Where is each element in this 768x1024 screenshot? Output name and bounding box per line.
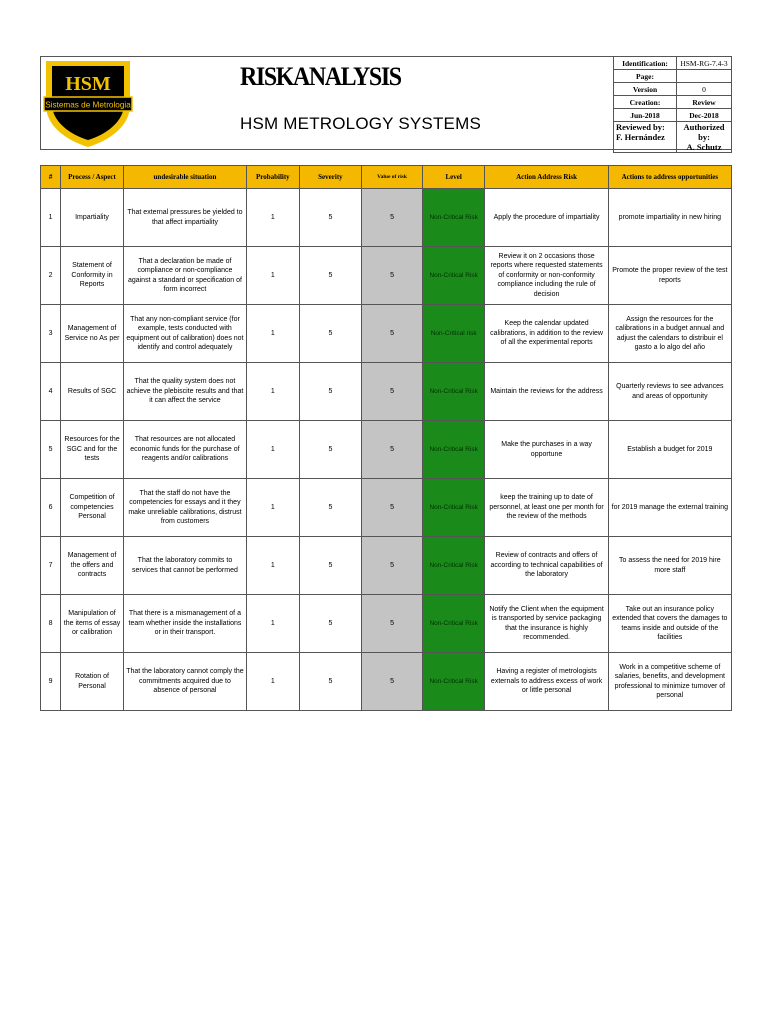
- row-action: keep the training up to date of personnel, at least one per month for the review of the methods: [485, 479, 608, 537]
- row-value: 5: [362, 305, 423, 363]
- row-opportunity: Work in a competitive scheme of salaries, benefits, and development professional to minimize turnover of personal: [608, 653, 731, 711]
- row-value: 5: [362, 189, 423, 247]
- svg-text:HSM: HSM: [65, 73, 111, 95]
- row-process: Management of the offers and contracts: [61, 537, 124, 595]
- row-action: Having a register of metrologists externals to address excess of work or little personal: [485, 653, 608, 711]
- row-situation: That the laboratory commits to services that cannot be performed: [123, 537, 246, 595]
- row-situation: That the laboratory cannot comply the commitments acquired due to absence of personal: [123, 653, 246, 711]
- row-level: Non-Critical Risk: [422, 479, 485, 537]
- row-probability: 1: [247, 189, 300, 247]
- row-process: Management of Service no As per: [61, 305, 124, 363]
- risk-table-body: [41, 189, 732, 711]
- row-situation: That any non-compliant service (for example, tests conducted with equipment out of calibration) does not identify and control adequately: [123, 305, 246, 363]
- row-severity: 5: [299, 363, 362, 421]
- authorized-by-cell: [677, 122, 732, 153]
- row-opportunity: Take out an insurance policy extended that covers the damages to teams inside and outside of the facilities: [608, 595, 731, 653]
- row-severity: 5: [299, 479, 362, 537]
- row-probability: 1: [247, 363, 300, 421]
- row-process: Competition of competencies Personal: [61, 479, 124, 537]
- row-probability: 1: [247, 479, 300, 537]
- row-value: 5: [362, 247, 423, 305]
- identification-value: HSM-RG-7.4-3: [677, 57, 732, 70]
- version-label: Version: [614, 83, 677, 96]
- col-header-process: Process / Aspect: [61, 166, 124, 189]
- row-process: Statement of Conformity in Reports: [61, 247, 124, 305]
- row-number: 5: [41, 421, 61, 479]
- row-situation: That resources are not allocated economic funds for the purchase of reagents and/or calibrations: [123, 421, 246, 479]
- row-process: Rotation of Personal: [61, 653, 124, 711]
- col-header-number: #: [41, 166, 61, 189]
- row-opportunity: To assess the need for 2019 hire more staff: [608, 537, 731, 595]
- col-header-value: Value of risk: [362, 166, 423, 189]
- row-probability: 1: [247, 653, 300, 711]
- row-action: Notify the Client when the equipment is transported by service packaging that the insurance is highly recommended.: [485, 595, 608, 653]
- col-header-situation: undesirable situation: [123, 166, 246, 189]
- row-value: 5: [362, 363, 423, 421]
- row-action: Keep the calendar updated calibrations, in addition to the review of all the experimental reports: [485, 305, 608, 363]
- row-number: 8: [41, 595, 61, 653]
- table-header-row: [41, 166, 732, 189]
- page-label: Page:: [614, 70, 677, 83]
- table-row: [41, 421, 732, 479]
- document-control-table: [613, 56, 732, 153]
- reviewed-by-label: Reviewed by:: [616, 122, 665, 132]
- row-level: Non-Critical Risk: [422, 363, 485, 421]
- table-row: [41, 305, 732, 363]
- row-number: 4: [41, 363, 61, 421]
- col-header-level: Level: [422, 166, 485, 189]
- row-number: 6: [41, 479, 61, 537]
- row-number: 7: [41, 537, 61, 595]
- row-value: 5: [362, 653, 423, 711]
- row-process: Resources for the SGC and for the tests: [61, 421, 124, 479]
- authorized-by-label: Authorized by:: [683, 122, 725, 142]
- row-level: Non-Critical Risk: [422, 421, 485, 479]
- row-level: Non-Critical Risk: [422, 189, 485, 247]
- col-header-severity: Severity: [299, 166, 362, 189]
- row-opportunity: Quarterly reviews to see advances and areas of opportunity: [608, 363, 731, 421]
- row-number: 3: [41, 305, 61, 363]
- row-number: 2: [41, 247, 61, 305]
- row-severity: 5: [299, 537, 362, 595]
- review-label: Review: [677, 96, 732, 109]
- row-level: Non-Critical Risk: [422, 537, 485, 595]
- reviewed-by-cell: [614, 122, 677, 153]
- table-row: [41, 595, 732, 653]
- row-severity: 5: [299, 189, 362, 247]
- row-probability: 1: [247, 537, 300, 595]
- creation-label: Creation:: [614, 96, 677, 109]
- row-severity: 5: [299, 247, 362, 305]
- row-probability: 1: [247, 247, 300, 305]
- row-severity: 5: [299, 595, 362, 653]
- authorized-by-value: A. Schutz: [686, 142, 722, 152]
- row-situation: That the quality system does not achieve the plebiscite results and that it can affect the service: [123, 363, 246, 421]
- row-probability: 1: [247, 595, 300, 653]
- row-probability: 1: [247, 305, 300, 363]
- table-row: [41, 247, 732, 305]
- row-value: 5: [362, 595, 423, 653]
- row-number: 1: [41, 189, 61, 247]
- row-probability: 1: [247, 421, 300, 479]
- creation-value: Jun-2018: [614, 109, 677, 122]
- table-row: [41, 479, 732, 537]
- row-process: Results of SGC: [61, 363, 124, 421]
- review-value: Dec-2018: [677, 109, 732, 122]
- row-value: 5: [362, 421, 423, 479]
- row-action: Make the purchases in a way opportune: [485, 421, 608, 479]
- col-header-opportunity: Actions to address opportunities: [608, 166, 731, 189]
- row-process: Manipulation of the items of essay or calibration: [61, 595, 124, 653]
- row-opportunity: Assign the resources for the calibrations in a budget annual and adjust the calendars to distribuir el gasto a lo algo del año: [608, 305, 731, 363]
- row-severity: 5: [299, 305, 362, 363]
- row-situation: That there is a mismanagement of a team whether inside the installations or in their transport.: [123, 595, 246, 653]
- row-process: Impartiality: [61, 189, 124, 247]
- row-action: Review of contracts and offers of according to technical capabilities of the laboratory: [485, 537, 608, 595]
- row-action: Review it on 2 occasions those reports where requested statements of conformity or non-conformity compliance including the rule of decision: [485, 247, 608, 305]
- row-opportunity: Promote the proper review of the test reports: [608, 247, 731, 305]
- table-row: [41, 537, 732, 595]
- row-opportunity: promote impartiality in new hiring: [608, 189, 731, 247]
- row-level: Non-Critical Risk: [422, 247, 485, 305]
- page-value: [677, 70, 732, 83]
- col-header-action: Action Address Risk: [485, 166, 608, 189]
- table-row: [41, 653, 732, 711]
- hsm-logo: [42, 57, 134, 149]
- table-row: [41, 189, 732, 247]
- row-value: 5: [362, 537, 423, 595]
- col-header-probability: Probability: [247, 166, 300, 189]
- page-title: RISKANALYSIS: [240, 62, 401, 91]
- reviewed-by-value: F. Hernández: [616, 132, 665, 142]
- row-action: Maintain the reviews for the address: [485, 363, 608, 421]
- page-subtitle: HSM METROLOGY SYSTEMS: [240, 114, 481, 133]
- risk-table: [40, 165, 732, 711]
- row-number: 9: [41, 653, 61, 711]
- row-severity: 5: [299, 421, 362, 479]
- row-situation: That the staff do not have the competencies for essays and it they make unreliable calibrations, distrust from customers: [123, 479, 246, 537]
- row-opportunity: Establish a budget for 2019: [608, 421, 731, 479]
- version-value: 0: [677, 83, 732, 96]
- row-value: 5: [362, 479, 423, 537]
- svg-text:Sistemas de Metrologia: Sistemas de Metrologia: [45, 100, 131, 110]
- row-severity: 5: [299, 653, 362, 711]
- row-action: Apply the procedure of impartiality: [485, 189, 608, 247]
- row-opportunity: for 2019 manage the external training: [608, 479, 731, 537]
- row-level: Non-Critical risk: [422, 305, 485, 363]
- row-level: Non-Critical Risk: [422, 653, 485, 711]
- table-row: [41, 363, 732, 421]
- row-situation: That external pressures be yielded to that affect impartiality: [123, 189, 246, 247]
- row-situation: That a declaration be made of compliance or non-compliance against a standard or specification of form incorrect: [123, 247, 246, 305]
- row-level: Non-Critical Risk: [422, 595, 485, 653]
- identification-label: Identification:: [614, 57, 677, 70]
